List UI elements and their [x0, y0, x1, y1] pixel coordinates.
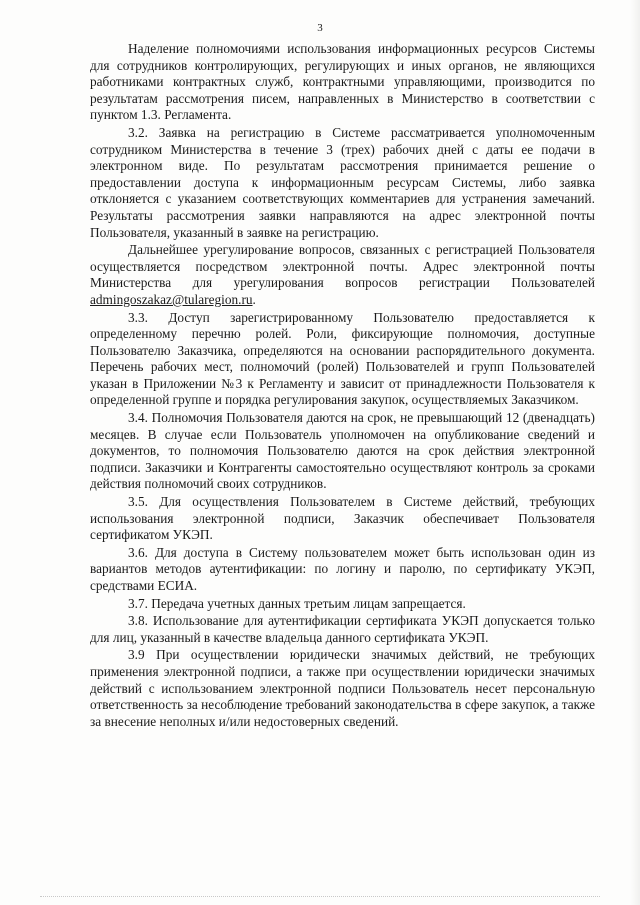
paragraph-3-8: 3.8. Использование для аутентификации сертификата УКЭП допускается только для лиц, указанный в качестве владельца данного сертификата УКЭП.: [90, 613, 595, 645]
contacts-text: Дальнейшее урегулирование вопросов, связанных с регистрацией Пользователя осуществляется посредством электронной почты. Адрес электронной почты Министерства для урегулирования вопросов регистрации Пользователей: [90, 242, 595, 291]
email-link[interactable]: admingoszakaz@tularegion.ru: [90, 291, 253, 307]
contacts-text-end: .: [252, 291, 256, 307]
scan-artifact-line: [40, 894, 600, 897]
paragraph-3-7: 3.7. Передача учетных данных третьим лицам запрещается.: [128, 595, 466, 611]
paragraph-3-6: 3.6. Для доступа в Систему пользователем может быть использован один из вариантов методов аутентификации: по логину и паролю, по сертификату УКЭП, средствами ЕСИА.: [90, 544, 595, 593]
paragraph-3-9: 3.9 При осуществлении юридически значимых действий, не требующих применения электронной подписи, а также при осуществлении юридически значимых действий с использованием электронной подписи Пользователь несет персональную ответственность за несоблюдение требований законодательства в сфере закупок, а также за внесение неполных и/или недостоверных сведений.: [90, 647, 595, 729]
scan-edge-shadow: [630, 0, 640, 905]
page-number: 3: [317, 22, 323, 34]
paragraph-3-2: 3.2. Заявка на регистрацию в Системе рассматривается уполномоченным сотрудником Министерства в течение 3 (трех) рабочих дней с даты ее подачи в электронном виде. По результатам рассмотрения принимается решение о предоставлении доступа к информационным ресурсам Системы, либо заявка отклоняется с указанием соответствующих комментариев для устранения замечаний. Результаты рассмотрения заявки направляются на адрес электронной почты Пользователя, указанный в заявке на регистрацию.: [90, 124, 595, 240]
paragraph-3-4: 3.4. Полномочия Пользователя даются на срок, не превышающий 12 (двенадцать) месяцев. В случае если Пользователь уполномочен на опубликование сведений и документов, то полномочия Пользователю даются на срок действия электронной подписи. Заказчики и Контрагенты самостоятельно осуществляют контроль за сроками действия полномочий своих сотрудников.: [90, 410, 595, 492]
document-body: [90, 41, 595, 730]
paragraph-3-5: 3.5. Для осуществления Пользователем в Системе действий, требующих использования электронной подписи, Заказчик обеспечивает Пользователя сертификатом УКЭП.: [90, 494, 595, 543]
paragraph-3-2-contacts: [90, 242, 595, 308]
paragraph-3-3: 3.3. Доступ зарегистрированному Пользователю предоставляется к определенному перечню ролей. Роли, фиксирующие полномочия, доступные Пользователю Заказчика, определяются на основании распорядительного документа. Перечень рабочих мест, полномочий (ролей) Пользователей и групп Пользователей указан в Приложении №3 к Регламенту и зависит от принадлежности Пользователя к определенной группе и порядка регулирования закупок, осуществляемых Заказчиком.: [90, 309, 595, 408]
paragraph-intro: Наделение полномочиями использования информационных ресурсов Системы для сотрудников контролирующих, регулирующих и иных органов, не являющихся работниками контрактных служб, контрактными управляющими, производится по результатам рассмотрения писем, направленных в Министерство в соответствии с пунктом 1.3. Регламента.: [90, 41, 595, 123]
